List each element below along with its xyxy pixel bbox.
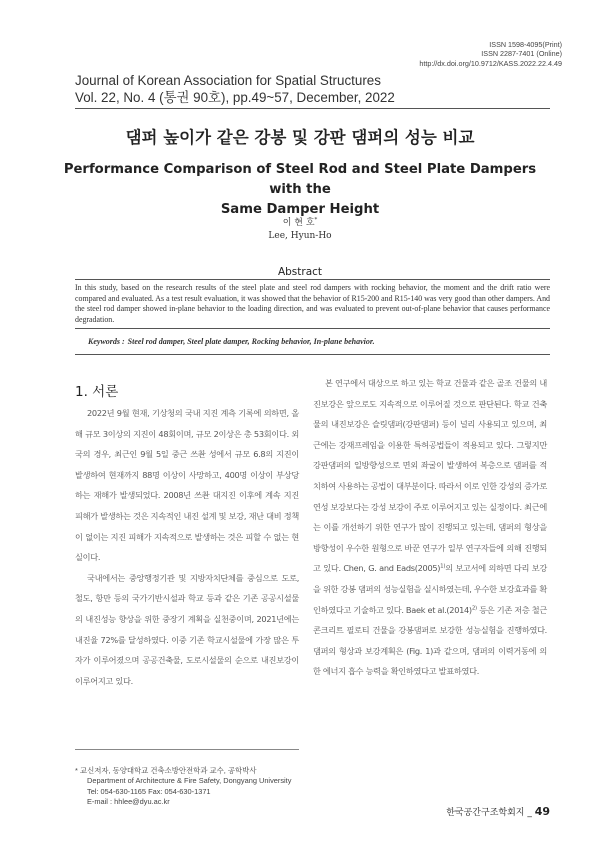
abstract-text: In this study, based on the research results of the steel plate and steel rod dampers with rocking behavior, the moment and the drift ratio were compared and evaluated. As a test result evaluation, it was showed that the behavior of R15-200 and R15-140 was very good than other dampers. And the steel rod damper showed in-plane behavior to the loading direction, and was evaluated to prevent out-of-plane behavior that causes performance degradation.: [75, 283, 550, 324]
issn-block: [302, 40, 562, 68]
abstract-top-rule: [75, 279, 550, 280]
journal-header: [75, 72, 395, 106]
footnote: [75, 766, 299, 807]
footnote-line: * 교신저자, 동양대학교 건축소방안전학과 교수, 공학박사: [75, 766, 257, 775]
issn-online: ISSN 2287-7401 (Online): [481, 49, 562, 59]
title-english: [60, 160, 540, 220]
title-english-line1: Performance Comparison of Steel Rod and Steel Plate Dampers with the: [63, 162, 537, 197]
abstract-heading: Abstract: [277, 266, 323, 278]
keywords-rule: [75, 354, 550, 355]
author-korean-name: 이 현 호: [282, 218, 315, 228]
paragraph-part: 의 보고서에 의하면 다리 보강을 위한 강봉 댐퍼의 성능실험을 실시하였는데, 우수한 보강효과를 확인하였다고 기술하고 있다. Baek et al.(2014): [313, 563, 547, 615]
doi-link[interactable]: http://dx.doi.org/10.9712/KASS.2022.22.4.49: [419, 58, 562, 68]
paragraph: 국내에서는 중앙행정기관 및 지방자치단체를 중심으로 도로, 철도, 항만 등의 국가기반시설과 학교 등과 같은 기존 공공시설물의 내진성능 향상을 위한 중장기 계획을 실천중이며, 2021년에는 내진율 72%를 달성하였다. 이중 기존 학교시설물에 가장 많은 투자가 이루어졌으며 공공건축물, 도로시설물의 순으로 내진보강이 이루어지고 있다.: [75, 572, 299, 686]
page-footer: [446, 805, 550, 818]
footnote-rule: [75, 749, 299, 750]
header-rule: [75, 108, 550, 109]
author-english: Lee, Hyun-Ho: [268, 231, 332, 241]
keywords-label: Keywords :: [88, 337, 125, 346]
right-column: [313, 373, 547, 682]
citation-ref: 2): [471, 604, 477, 611]
keywords-line: [88, 337, 375, 346]
issn-print: ISSN 1598-4095(Print): [489, 40, 562, 49]
footnote-email[interactable]: E-mail : hhlee@dyu.ac.kr: [87, 796, 170, 806]
volume-line: Vol. 22, No. 4 (통권 90호), pp.49~57, December, 2022: [75, 90, 395, 105]
author-korean: [0, 215, 600, 228]
footnote-line: Department of Architecture & Fire Safety, Dongyang University: [87, 776, 292, 786]
journal-name: Journal of Korean Association for Spatial Structures: [75, 73, 381, 88]
title-english-line2: Same Damper Height: [220, 202, 380, 217]
page-number: 49: [534, 805, 550, 818]
paragraph: [313, 373, 547, 682]
citation-ref: 1): [440, 563, 446, 570]
author-mark: *: [314, 217, 318, 223]
footnote-line: Tel: 054-630-1165 Fax: 054-630-1371: [87, 786, 211, 796]
footer-journal: 한국공간구조학회지 _: [446, 808, 535, 818]
left-column: [75, 403, 299, 691]
paragraph-part: 본 연구에서 대상으로 하고 있는 학교 건물과 같은 골조 건물의 내진보강은 앞으로도 지속적으로 이루어질 것으로 판단된다. 학교 건축물의 내진보강은 슬릿댐퍼(강판댐퍼) 등이 널리 사용되고 있으며, 최근에는 강재프레임을 이용한 특허공법들이 적용되고 있다. 그렇지만 강판댐퍼의 일방향성으로 면외 좌굴이 발생하여 복층으로 댐퍼를 적치하여 사용하는 공법이 대부분이다. 따라서 이로 인한 강성의 증가로 연성 보강보다는 강성 보강이 주로 이루어지고 있는 실정이다. 최근에는 이를 개선하기 위한 연구가 많이 진행되고 있는데, 댐퍼의 형상을 방향성이 우수한 원형으로 바꾼 연구가 일부 연구자들에 의해 진행되고 있다. Chen, G. and Eads(2005): [313, 378, 547, 574]
paragraph-part: 등은 기존 저층 철근콘크리트 필로티 건물을 강봉댐퍼로 보강한 성능실험을 진행하였다. 댐퍼의 형상과 보강계획은 (Fig. 1)과 같으며, 댐퍼의 이력거동에 의한 에너지 흡수 능력을 확인하였다고 발표하였다.: [313, 604, 548, 677]
paragraph: 2022년 9월 현재, 기상청의 국내 지진 계측 기록에 의하면, 올해 규모 3이상의 지진이 48회이며, 규모 2이상은 총 53회이다. 외국의 경우, 최근인 9월 5일 중근 쓰촨 성에서 규모 6.8의 지진이 발생하여 현재까지 88명 이상이 사망하고, 400명 이상이 부상당하는 재해가 발생되었다. 2008년 쓰촨 대지진 이후에 계속 지진 피해가 발생하는 것은 지속적인 내진 설계 및 보강, 재난 대비 정책이 없이는 지진 피해가 지속적으로 발생하는 것은 피할 수 없는 현실이다.: [75, 408, 299, 563]
abstract-bottom-rule: [75, 328, 550, 329]
keywords-list: Steel rod damper, Steel plate damper, Rocking behavior, In-plane behavior.: [127, 337, 375, 346]
section-heading: 1. 서론: [75, 384, 119, 400]
title-korean: 댐퍼 높이가 같은 강봉 및 강판 댐퍼의 성능 비교: [125, 128, 475, 147]
